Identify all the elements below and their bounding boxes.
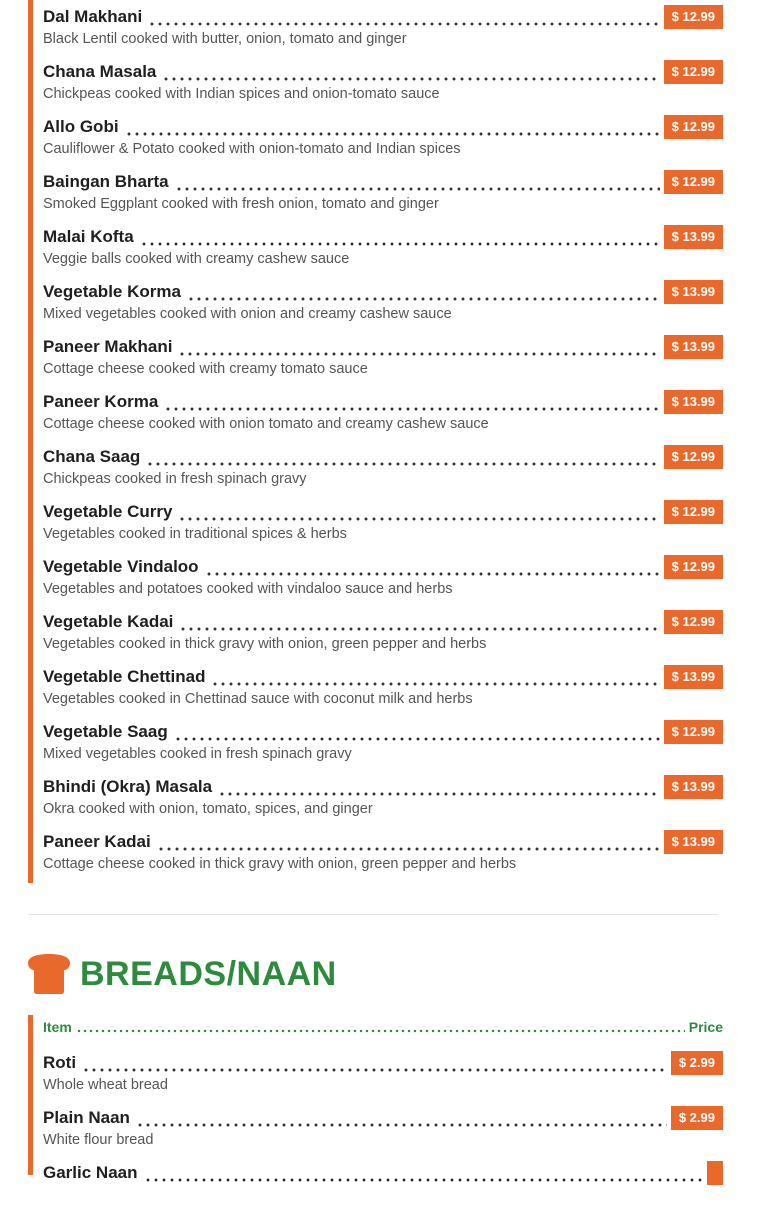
dotted-leader [218, 775, 660, 799]
menu-item-description: Smoked Eggplant cooked with fresh onion, tomato and ginger [43, 196, 439, 212]
menu-item [43, 60, 723, 115]
menu-item-row [43, 500, 723, 524]
menu-item-description: Black Lentil cooked with butter, onion, tomato and ginger [43, 31, 407, 47]
column-header-price: Price [688, 1019, 723, 1035]
menu-item-row [43, 555, 723, 579]
menu-item-row [43, 720, 723, 744]
price-badge [707, 1161, 723, 1185]
dotted-leader [144, 1161, 704, 1185]
menu-item-description: Vegetables cooked in Chettinad sauce with coconut milk and herbs [43, 691, 473, 707]
breads-menu-section [28, 1015, 723, 1182]
menu-item [43, 335, 723, 390]
menu-item [43, 555, 723, 610]
menu-item [43, 1051, 723, 1106]
dotted-leader [174, 720, 660, 744]
menu-item [43, 775, 723, 830]
menu-item-name: Paneer Kadai [43, 832, 151, 851]
menu-item-name: Vegetable Korma [43, 282, 181, 301]
menu-item-name: Garlic Naan [43, 1163, 138, 1182]
menu-item-row [43, 60, 723, 84]
price-badge: $ 12.99 [664, 445, 723, 469]
price-badge: $ 12.99 [664, 5, 723, 29]
dotted-leader [146, 445, 659, 469]
menu-item-name: Allo Gobi [43, 117, 119, 136]
menu-item-row [43, 775, 723, 799]
menu-item-name: Plain Naan [43, 1108, 130, 1127]
price-badge: $ 12.99 [664, 115, 723, 139]
menu-item [43, 225, 723, 280]
price-badge: $ 12.99 [664, 60, 723, 84]
menu-item-name: Bhindi (Okra) Masala [43, 777, 213, 796]
menu-item-description: Veggie balls cooked with creamy cashew sauce [43, 251, 350, 267]
menu-item-name: Chana Saag [43, 447, 141, 466]
menu-item [43, 830, 723, 885]
menu-item-description: Vegetables and potatoes cooked with vindaloo sauce and herbs [43, 581, 453, 597]
dotted-leader [178, 500, 659, 524]
breads-section-header [28, 950, 337, 998]
price-badge: $ 2.99 [671, 1106, 723, 1130]
menu-item-description: Chickpeas cooked in fresh spinach gravy [43, 471, 307, 487]
price-badge: $ 13.99 [664, 665, 723, 689]
price-badge: $ 12.99 [664, 720, 723, 744]
menu-item [43, 1161, 723, 1216]
menu-item-row [43, 610, 723, 634]
dotted-leader [164, 390, 659, 414]
menu-item-name: Baingan Bharta [43, 172, 169, 191]
price-badge: $ 12.99 [664, 170, 723, 194]
section-title: BREADS/NAAN [80, 954, 337, 993]
menu-item-row [43, 665, 723, 689]
menu-item-row [43, 280, 723, 304]
menu-item-row [43, 1106, 723, 1130]
menu-item-description: Cottage cheese cooked in thick gravy with onion, green pepper and herbs [43, 856, 517, 872]
menu-item-name: Vegetable Chettinad [43, 667, 206, 686]
menu-item-row [43, 170, 723, 194]
price-badge: $ 12.99 [664, 555, 723, 579]
menu-item [43, 1106, 723, 1161]
section-divider [28, 914, 718, 915]
dotted-leader [187, 280, 660, 304]
dotted-leader [136, 1106, 667, 1130]
menu-item-name: Roti [43, 1053, 77, 1072]
menu-item-row [43, 335, 723, 359]
dotted-leader [157, 830, 660, 854]
price-badge: $ 2.99 [671, 1051, 723, 1075]
menu-item-name: Paneer Korma [43, 392, 159, 411]
menu-item-name: Vegetable Kadai [43, 612, 174, 631]
price-badge: $ 13.99 [664, 775, 723, 799]
price-badge: $ 13.99 [664, 280, 723, 304]
menu-item [43, 280, 723, 335]
dotted-leader [76, 1017, 685, 1037]
dotted-leader [125, 115, 660, 139]
menu-item [43, 500, 723, 555]
menu-item [43, 5, 723, 60]
menu-item-row [43, 115, 723, 139]
menu-item-row [43, 5, 723, 29]
dotted-leader [211, 665, 659, 689]
menu-item [43, 720, 723, 775]
menu-item-row [43, 1161, 723, 1185]
menu-item-description: Mixed vegetables cooked in fresh spinach gravy [43, 746, 352, 762]
dotted-leader [82, 1051, 667, 1075]
column-header-row [43, 1017, 723, 1037]
menu-item [43, 665, 723, 720]
menu-item [43, 115, 723, 170]
menu-item [43, 390, 723, 445]
menu-item-description: Cauliflower & Potato cooked with onion-tomato and Indian spices [43, 141, 461, 157]
dotted-leader [140, 225, 660, 249]
dotted-leader [205, 555, 660, 579]
dotted-leader [162, 60, 659, 84]
menu-item-description: Mixed vegetables cooked with onion and creamy cashew sauce [43, 306, 452, 322]
menu-item [43, 445, 723, 500]
menu-item-row [43, 225, 723, 249]
column-header-item: Item [43, 1019, 72, 1035]
dotted-leader [148, 5, 659, 29]
price-badge: $ 13.99 [664, 225, 723, 249]
dotted-leader [179, 610, 659, 634]
menu-item-name: Vegetable Saag [43, 722, 168, 741]
menu-item-name: Chana Masala [43, 62, 157, 81]
menu-item-name: Malai Kofta [43, 227, 134, 246]
menu-item-name: Vegetable Curry [43, 502, 173, 521]
price-badge: $ 12.99 [664, 500, 723, 524]
price-badge: $ 13.99 [664, 390, 723, 414]
menu-item-row [43, 445, 723, 469]
menu-item-row [43, 390, 723, 414]
menu-item-description: Vegetables cooked in thick gravy with onion, green pepper and herbs [43, 636, 487, 652]
menu-item-description: Whole wheat bread [43, 1077, 168, 1093]
menu-item-row [43, 1051, 723, 1075]
price-badge: $ 13.99 [664, 830, 723, 854]
menu-item [43, 610, 723, 665]
menu-item-description: Vegetables cooked in traditional spices & herbs [43, 526, 347, 542]
menu-item-description: Cottage cheese cooked with onion tomato and creamy cashew sauce [43, 416, 489, 432]
menu-item-name: Vegetable Vindaloo [43, 557, 199, 576]
menu-item-name: Dal Makhani [43, 7, 143, 26]
bread-icon [28, 954, 70, 994]
menu-item-description: White flour bread [43, 1132, 154, 1148]
dotted-leader [175, 170, 660, 194]
price-badge: $ 13.99 [664, 335, 723, 359]
menu-item-description: Okra cooked with onion, tomato, spices, and ginger [43, 801, 373, 817]
menu-item-row [43, 830, 723, 854]
dotted-leader [178, 335, 659, 359]
menu-item [43, 170, 723, 225]
vegetarian-menu-section [28, 0, 723, 883]
menu-item-description: Chickpeas cooked with Indian spices and onion-tomato sauce [43, 86, 440, 102]
menu-item-name: Paneer Makhani [43, 337, 173, 356]
price-badge: $ 12.99 [664, 610, 723, 634]
menu-item-description: Cottage cheese cooked with creamy tomato sauce [43, 361, 368, 377]
